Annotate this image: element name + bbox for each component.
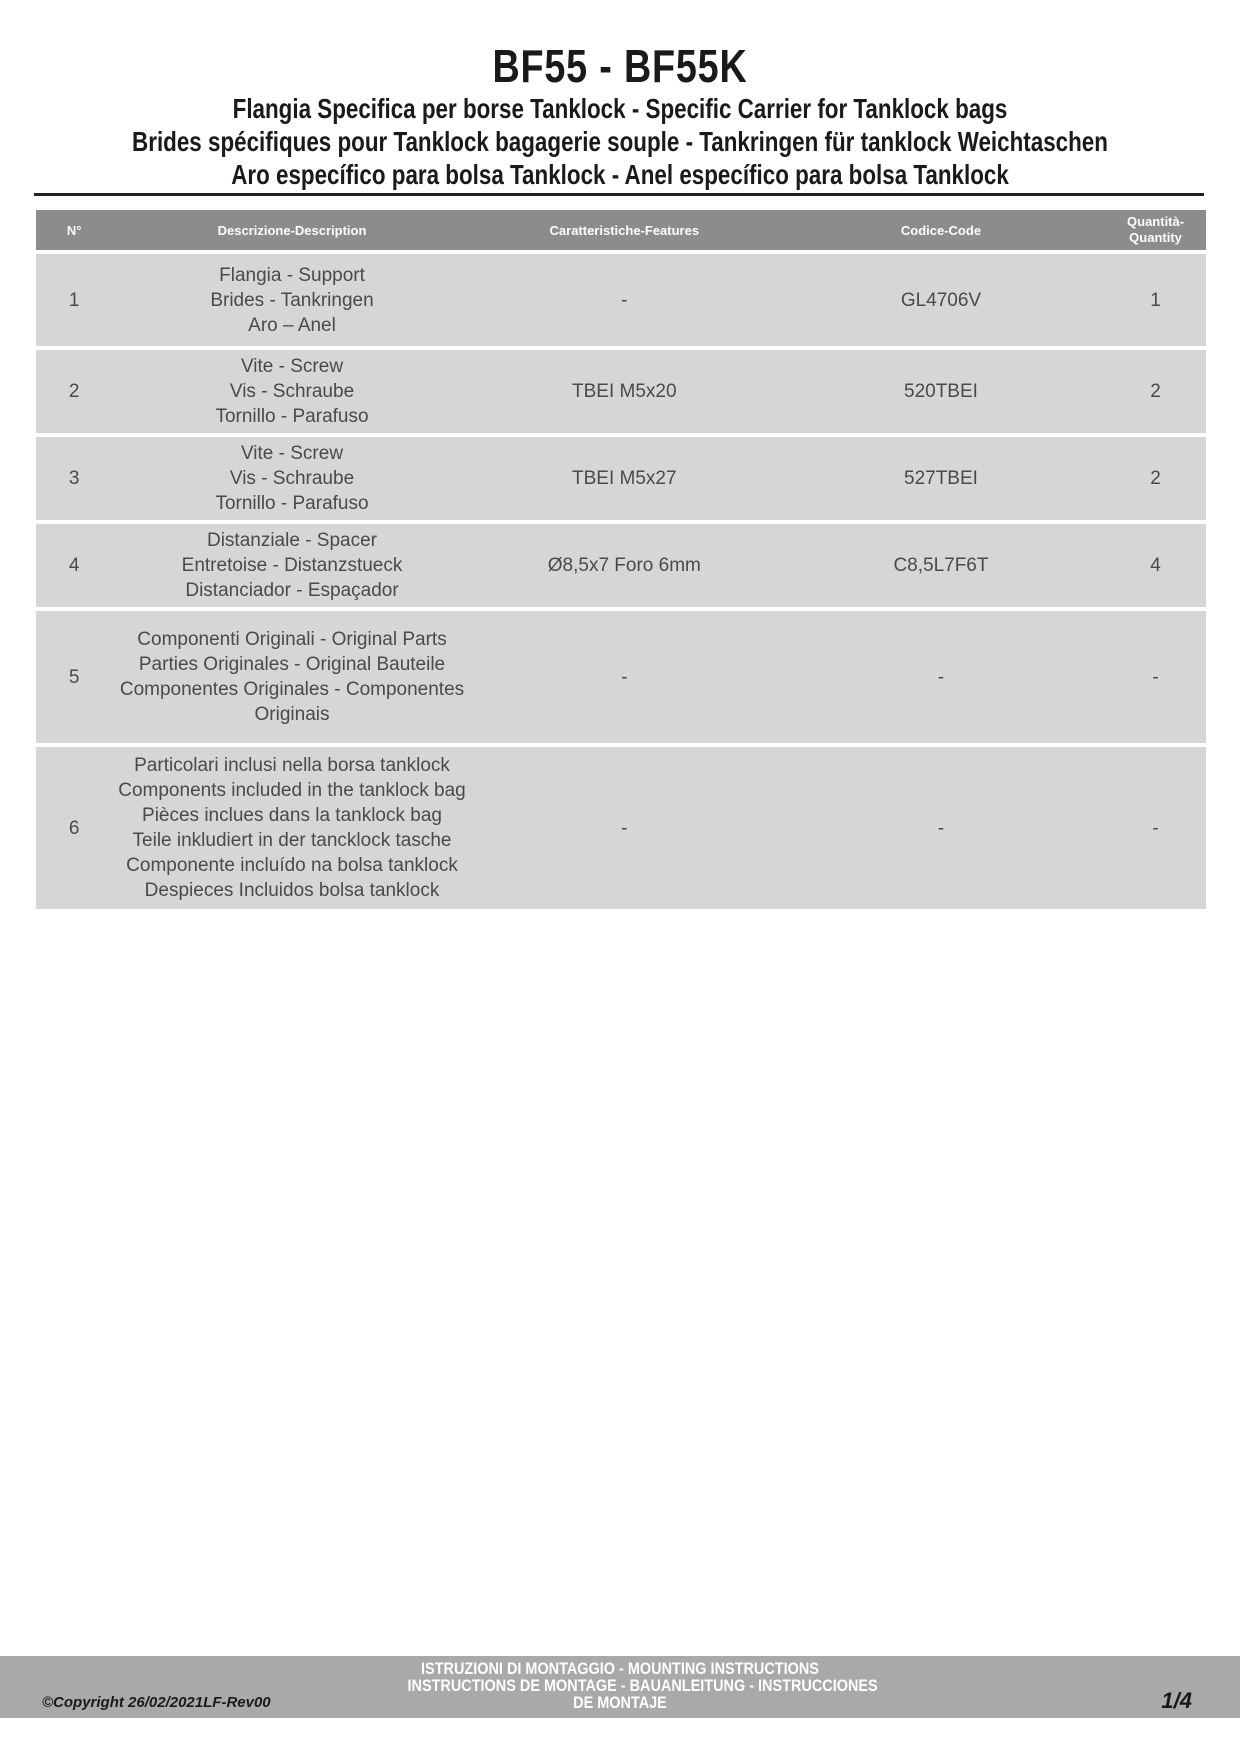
document-header bbox=[0, 40, 1240, 191]
description-line: Entretoise - Distanzstueck bbox=[181, 555, 403, 576]
copyright-text: ©Copyright 26/02/2021LF-Rev00 bbox=[42, 1694, 271, 1711]
row-description bbox=[112, 437, 472, 520]
row-quantity: 2 bbox=[1105, 437, 1206, 520]
description-line: Componentes Originales - Componentes bbox=[119, 679, 465, 700]
description-line: Componenti Originali - Original Parts bbox=[137, 629, 447, 650]
row-number: 5 bbox=[36, 611, 112, 743]
description-line: Tornillo - Parafuso bbox=[215, 493, 369, 514]
row-description bbox=[112, 747, 472, 909]
header-quantity-line-1: Quantità- bbox=[1127, 214, 1185, 229]
header-quantity bbox=[1105, 210, 1206, 250]
table-row bbox=[36, 524, 1206, 607]
row-code: - bbox=[777, 611, 1105, 743]
row-number: 4 bbox=[36, 524, 112, 607]
footer-instructions bbox=[370, 1659, 878, 1712]
header-number: N° bbox=[36, 210, 112, 250]
row-number: 3 bbox=[36, 437, 112, 520]
footer-line-2: INSTRUCTIONS DE MONTAGE - BAUANLEITUNG - INSTRUCCIONES bbox=[407, 1676, 878, 1695]
description-line: Componente incluído na bolsa tanklock bbox=[126, 855, 458, 876]
row-description bbox=[112, 254, 472, 346]
description-line: Distanciador - Espaçador bbox=[185, 580, 399, 601]
header-quantity-line-2: Quantity bbox=[1129, 230, 1182, 245]
table-row bbox=[36, 611, 1206, 743]
description-line: Aro – Anel bbox=[248, 314, 336, 336]
row-quantity: - bbox=[1105, 747, 1206, 909]
header-divider bbox=[34, 193, 1204, 196]
description-line: Vis - Schraube bbox=[229, 468, 355, 489]
row-number: 1 bbox=[36, 254, 112, 346]
description-line: Brides - Tankringen bbox=[210, 289, 374, 311]
description-line: Teile inkludiert in der tancklock tasche bbox=[132, 830, 452, 851]
row-code: - bbox=[777, 747, 1105, 909]
table-row bbox=[36, 350, 1206, 433]
table-row bbox=[36, 254, 1206, 346]
footer-line-1: ISTRUZIONI DI MONTAGGIO - MOUNTING INSTRUCTIONS bbox=[421, 1659, 819, 1678]
description-line: Vite - Screw bbox=[240, 356, 344, 377]
row-features: - bbox=[472, 747, 777, 909]
header-code: Codice-Code bbox=[777, 210, 1105, 250]
description-line: Particolari inclusi nella borsa tanklock bbox=[134, 755, 450, 776]
header-description: Descrizione-Description bbox=[112, 210, 472, 250]
row-number: 2 bbox=[36, 350, 112, 433]
description-line: Components included in the tanklock bag bbox=[118, 780, 466, 801]
row-quantity: 2 bbox=[1105, 350, 1206, 433]
table-header-row bbox=[36, 210, 1206, 250]
row-code: 527TBEI bbox=[777, 437, 1105, 520]
row-description bbox=[112, 611, 472, 743]
description-line: Originais bbox=[254, 704, 330, 725]
description-line: Despieces Incluidos bolsa tanklock bbox=[144, 880, 440, 901]
row-quantity: 4 bbox=[1105, 524, 1206, 607]
row-features: - bbox=[472, 254, 777, 346]
parts-table bbox=[36, 206, 1206, 913]
table-row bbox=[36, 437, 1206, 520]
subtitle-line-2: Brides spécifiques pour Tanklock bagagerie souple - Tankringen für tanklock Weichtaschen bbox=[132, 126, 1108, 157]
table-row bbox=[36, 747, 1206, 909]
description-line: Tornillo - Parafuso bbox=[215, 406, 369, 427]
row-quantity: - bbox=[1105, 611, 1206, 743]
subtitle-line-1: Flangia Specifica per borse Tanklock - Specific Carrier for Tanklock bags bbox=[232, 93, 1008, 124]
document-title: BF55 - BF55K bbox=[492, 40, 748, 92]
subtitle-line-3: Aro específico para bolsa Tanklock - Anel específico para bolsa Tanklock bbox=[231, 159, 1009, 190]
description-line: Vis - Schraube bbox=[229, 381, 355, 402]
row-features: Ø8,5x7 Foro 6mm bbox=[472, 524, 777, 607]
row-number: 6 bbox=[36, 747, 112, 909]
row-features: - bbox=[472, 611, 777, 743]
row-code: 520TBEI bbox=[777, 350, 1105, 433]
row-description bbox=[112, 524, 472, 607]
row-features: TBEI M5x27 bbox=[472, 437, 777, 520]
row-description bbox=[112, 350, 472, 433]
page-number: 1/4 bbox=[1161, 1688, 1192, 1713]
description-line: Pièces inclues dans la tanklock bag bbox=[142, 805, 442, 826]
header-features: Caratteristiche-Features bbox=[472, 210, 777, 250]
row-code: GL4706V bbox=[777, 254, 1105, 346]
row-features: TBEI M5x20 bbox=[472, 350, 777, 433]
row-code: C8,5L7F6T bbox=[777, 524, 1105, 607]
footer-line-3: DE MONTAJE bbox=[573, 1693, 667, 1712]
description-line: Flangia - Support bbox=[219, 264, 365, 286]
row-quantity: 1 bbox=[1105, 254, 1206, 346]
footer-bar bbox=[0, 1656, 1240, 1718]
description-line: Vite - Screw bbox=[240, 443, 344, 464]
description-line: Parties Originales - Original Bauteile bbox=[138, 654, 446, 675]
description-line: Distanziale - Spacer bbox=[206, 530, 378, 551]
